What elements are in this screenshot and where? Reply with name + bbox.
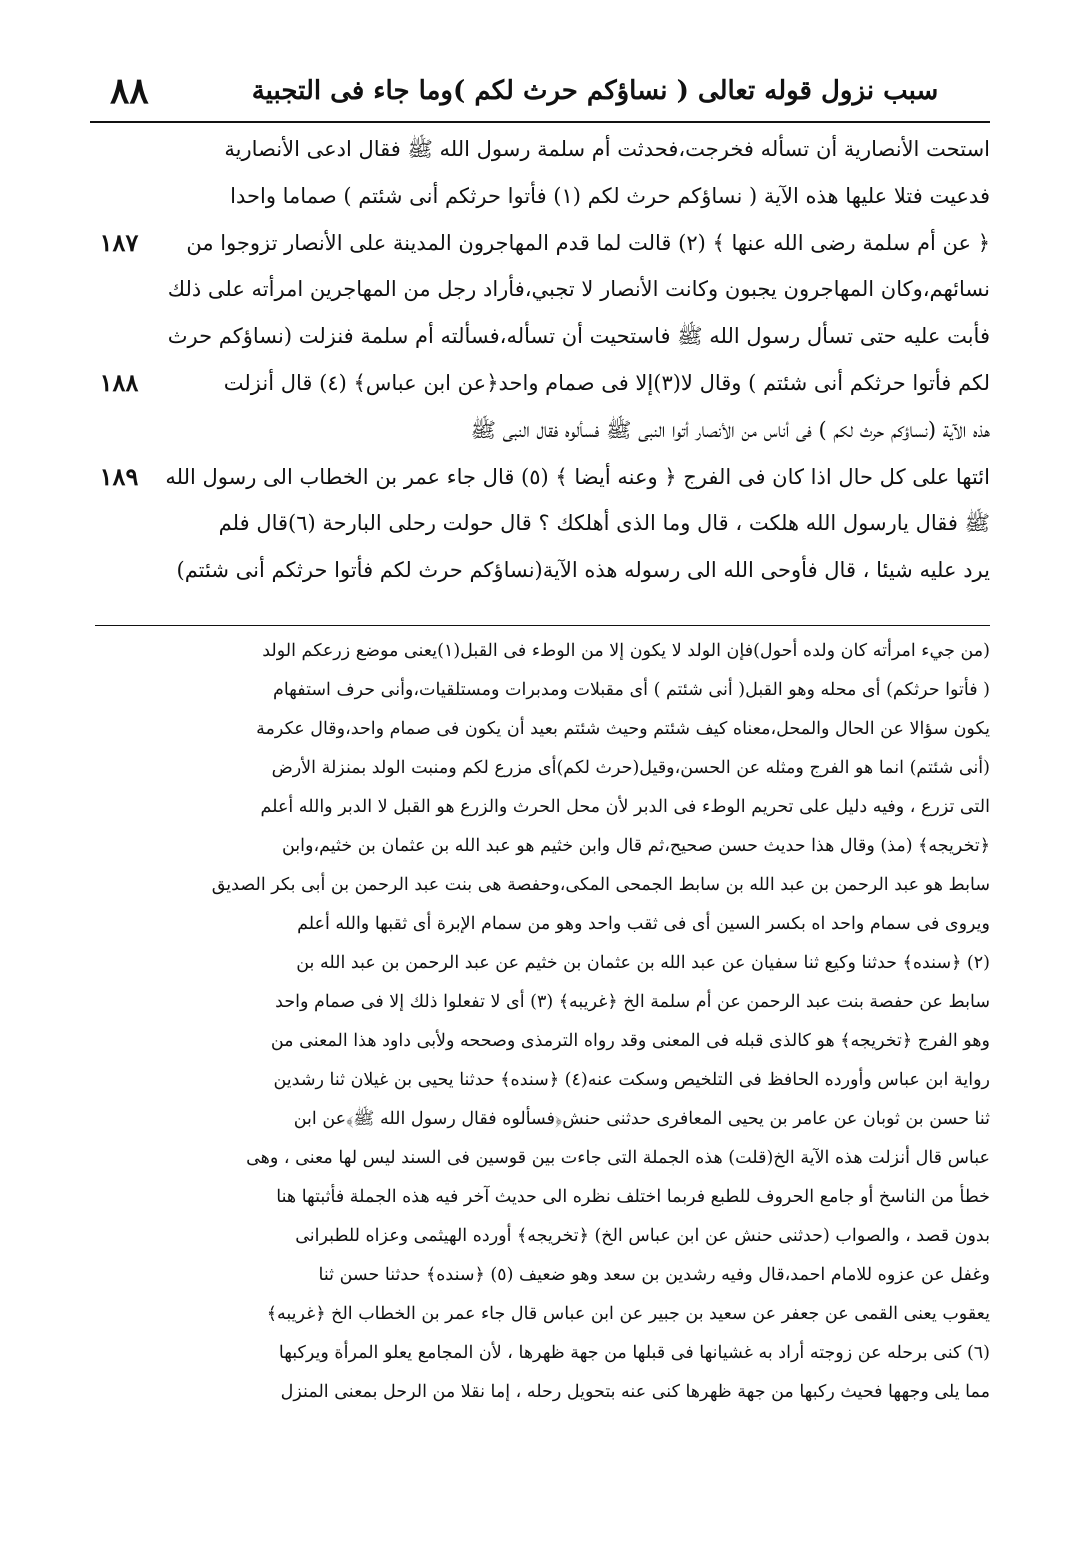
footnote-line: سابط هو عبد الرحمن بن عبد الله بن سابط الجمحى المكى،وحفصة هى بنت عبد الرحمن بن أبى بكر الصديق <box>211 875 990 895</box>
main-line-text: ﷺ فقال يارسول الله هلكت ، قال وما الذى أهلكك ؟ قال حولت رحلى البارحة (٦)قال فلم <box>218 511 990 536</box>
main-text-line <box>150 500 990 547</box>
footnote-line: ويروى فى سمام واحد اه بكسر السين أى فى ثقب واحد وهو من سمام الإبرة أى ثقبها والله أعلم <box>297 914 990 934</box>
main-line-text: فأبت عليه حتى تسأل رسول الله ﷺ فاستحيت أن تسأله،فسألته أم سلمة فنزلت (نساؤكم حرث <box>167 324 990 349</box>
hadith-number: ١٨٨ <box>99 367 139 397</box>
footnote-line: (من جيء امرأته كان ولده أحول)فإن الولد لا يكون إلا من الوطء فى القبل(١)يعنى موضع زرعكم الولد <box>262 641 990 661</box>
main-text-line <box>150 407 990 454</box>
footnote-line: خطأ من الناسخ أو جامع الحروف للطبع فربما اختلف نظره الى حديث آخر فيه هذه الجملة فأثبتها هنا <box>276 1187 990 1207</box>
page-header <box>110 68 990 114</box>
footnote-line: (٢) ﴿سنده﴾ حدثنا وكيع ثنا سفيان عن عبد الله بن عثمان بن خثيم عن عبد الرحمن بن عبد الله بن <box>296 953 990 973</box>
main-line-text: هذه الآية (نساؤكم حرث لكم ) فى أناس من الأنصار أتوا النبى ﷺ فسألوه فقال النبى ﷺ <box>470 417 990 442</box>
footnote-line: وغفل عن عزوه للامام احمد،قال وفيه رشدين بن سعد وهو ضعيف (٥) ﴿سنده﴾ حدثنا حسن ثنا <box>318 1265 990 1285</box>
footnote-line: يعقوب يعنى القمى عن جعفر عن سعيد بن جبير عن ابن عباس قال جاء عمر بن الخطاب الخ ﴿غريبه﴾ <box>266 1304 990 1324</box>
footnote-line: ( فأتوا حرثكم) أى محله وهو القبل( أنى شئتم ) أى مقبلات ومدبرات ومستلقيات،وأنى حرف استفهام <box>272 680 990 700</box>
header-divider <box>90 121 990 123</box>
footnote-line: (٦) كنى برحله عن زوجته أراد به غشيانها فى قبلها من جهة ظهرها ، لأن المجامع يعلو المرأة ويركبها <box>278 1343 990 1363</box>
footnote-line: ثنا حسن بن ثوبان عن عامر بن يحيى المعافرى حدثنى حنش﴿فسألوه فقال رسول الله ﷺ﴾عن ابن <box>293 1109 990 1129</box>
footnote-line: مما يلى وجهها فحيث ركبها من جهة ظهرها كنى عنه بتحويل رحله ، إما نقلا من الرحل بمعنى المنزل <box>280 1382 990 1402</box>
footnote-line: بدون قصد ، والصواب (حدثنى حنش عن ابن عباس الخ) ﴿تخريجه﴾ أورده الهيثمى وعزاه للطبرانى <box>295 1226 990 1246</box>
footnote-line: رواية ابن عباس وأورده الحافظ فى التلخيص وسكت عنه(٤) ﴿سنده﴾ حدثنا يحيى بن غيلان ثنا رشدين <box>273 1070 990 1090</box>
main-text-line <box>99 360 990 407</box>
main-line-text: يرد عليه شيئا ، قال فأوحى الله الى رسوله هذه الآية(نساؤكم حرث لكم فأتوا حرثكم أنى شئتم) <box>176 558 990 583</box>
main-text-line <box>150 126 990 173</box>
page-number: ٨٨ <box>110 70 149 112</box>
footnote-line: (أنى شئتم) انما هو الفرج ومثله عن الحسن،وقيل(حرث لكم)أى مزرع لكم ومنبت الولد بمنزلة الأرض <box>271 758 990 778</box>
main-line-text: استحت الأنصارية أن تسأله فخرجت،فحدثت أم سلمة رسول الله ﷺ فقال ادعى الأنصارية <box>224 137 990 161</box>
footnote-line: وهو الفرج ﴿تخريجه﴾ هو كالذى قبله فى المعنى وقد رواه الترمذى وصححه ولأبى داود هذا المعنى من <box>270 1031 990 1051</box>
running-title: سبب نزول قوله تعالى ( نساؤكم حرث لكم )وما جاء فى التجبية <box>251 76 939 106</box>
main-text-line <box>150 173 990 220</box>
footnote-divider <box>95 625 990 626</box>
main-line-text: لكم فأتوا حرثكم أنى شئتم ) وقال لا(٣)إلا فى صمام واحد﴿عن ابن عباس﴾ (٤) قال أنزلت <box>223 370 990 395</box>
footnote-line: التى تزرع ، وفيه دليل على تحريم الوطء فى الدبر لأن محل الحرث والزرع هو القبل لا الدبر والله أعلم <box>260 797 990 817</box>
main-line-text: ائتها على كل حال اذا كان فى الفرج ﴿ وعنه أيضا ﴾ (٥) قال جاء عمر بن الخطاب الى رسول الله <box>165 464 990 489</box>
footnote-line: عباس قال أنزلت هذه الآية الخ(قلت) هذه الجملة التى جاءت بين قوسين فى السند ليس لها معنى ، وهى <box>246 1148 990 1168</box>
footnote-line: يكون سؤالا عن الحال والمحل،معناه كيف شئتم وحيث شئتم بعيد أن يكون فى صمام واحد،وقال عكرمة <box>256 719 990 739</box>
main-text-line <box>150 266 990 313</box>
main-text <box>99 126 990 594</box>
footnote-line: سابط عن حفصة بنت عبد الرحمن عن أم سلمة الخ ﴿غريبه﴾ (٣) أى لا تفعلوا ذلك إلا فى صمام واحد <box>275 992 990 1012</box>
main-line-text: ﴿ عن أم سلمة رضى الله عنها ﴾ (٢) قالت لما قدم المهاجرون المدينة على الأنصار تزوجوا من <box>186 230 990 255</box>
main-text-line <box>99 454 990 501</box>
main-line-text: فدعيت فتلا عليها هذه الآية ( نساؤكم حرث لكم (١) فأتوا حرثكم أنى شئتم ) صماما واحدا <box>230 183 990 208</box>
main-line-text: نسائهم،وكان المهاجرون يجبون وكانت الأنصار لا تجبي،فأراد رجل من المهاجرين امرأته على ذلك <box>167 277 990 302</box>
hadith-number: ١٨٩ <box>99 461 139 491</box>
main-text-line <box>150 313 990 360</box>
main-text-line <box>99 220 990 267</box>
main-text-line <box>150 547 990 594</box>
footnotes <box>90 632 990 1412</box>
footnote-line: ﴿تخريجه﴾ (مذ) وقال هذا حديث حسن صحيح،ثم قال وابن خثيم هو عبد الله بن عثمان بن خثيم،وابن <box>281 836 990 856</box>
hadith-number: ١٨٧ <box>99 227 139 257</box>
